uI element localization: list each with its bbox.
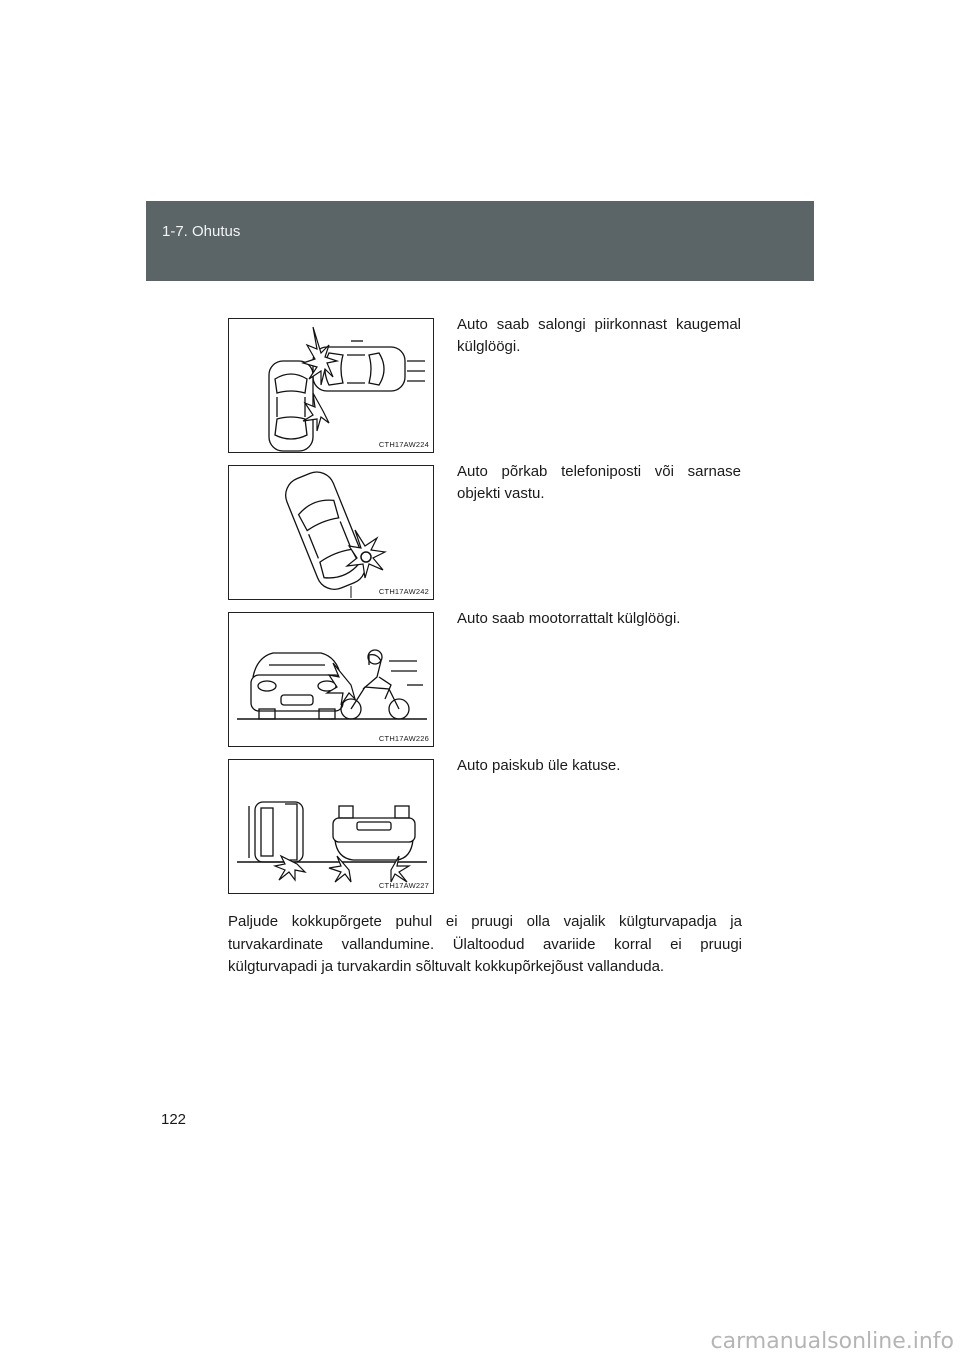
body-paragraph: Paljude kokkupõrgete puhul ei pruugi olla vajalik külgturvapadja ja turvakardinate vallandumine. Ülaltoodud avariide korral ei pruugi külgturvapadi ja turvakardin sõltuvalt kokkupõrkejõust vallanduda.: [228, 913, 742, 975]
page-number: 122: [161, 1111, 187, 1128]
watermark-text: carmanualsonline.info: [710, 1329, 954, 1354]
figure-caption: Auto põrkab telefoniposti või sarnase objekti vastu.: [457, 463, 741, 502]
section-title: 1-7. Ohutus: [162, 223, 241, 240]
figure-pole-impact: [228, 465, 434, 600]
figure-code: CTH17AW224: [378, 440, 429, 449]
figure-caption: Auto paiskub üle katuse.: [457, 757, 621, 774]
car-pole-collision-illustration: [229, 466, 435, 601]
car-motorcycle-collision-illustration: [229, 613, 435, 748]
figure-rollover: [228, 759, 434, 894]
figure-caption: Auto saab salongi piirkonnast kaugemal külglöögi.: [457, 316, 741, 355]
figure-code: CTH17AW226: [378, 734, 429, 743]
figure-motorcycle-impact: [228, 612, 434, 747]
figure-side-impact-away-from-cabin: [228, 318, 434, 453]
section-header-bar: [146, 201, 814, 281]
figure-caption: Auto saab mootorrattalt külglöögi.: [457, 610, 681, 627]
figure-code: CTH17AW227: [378, 881, 429, 890]
figure-code: CTH17AW242: [378, 587, 429, 596]
car-collision-top-view-illustration: [229, 319, 435, 454]
car-rollover-illustration: [229, 760, 435, 895]
